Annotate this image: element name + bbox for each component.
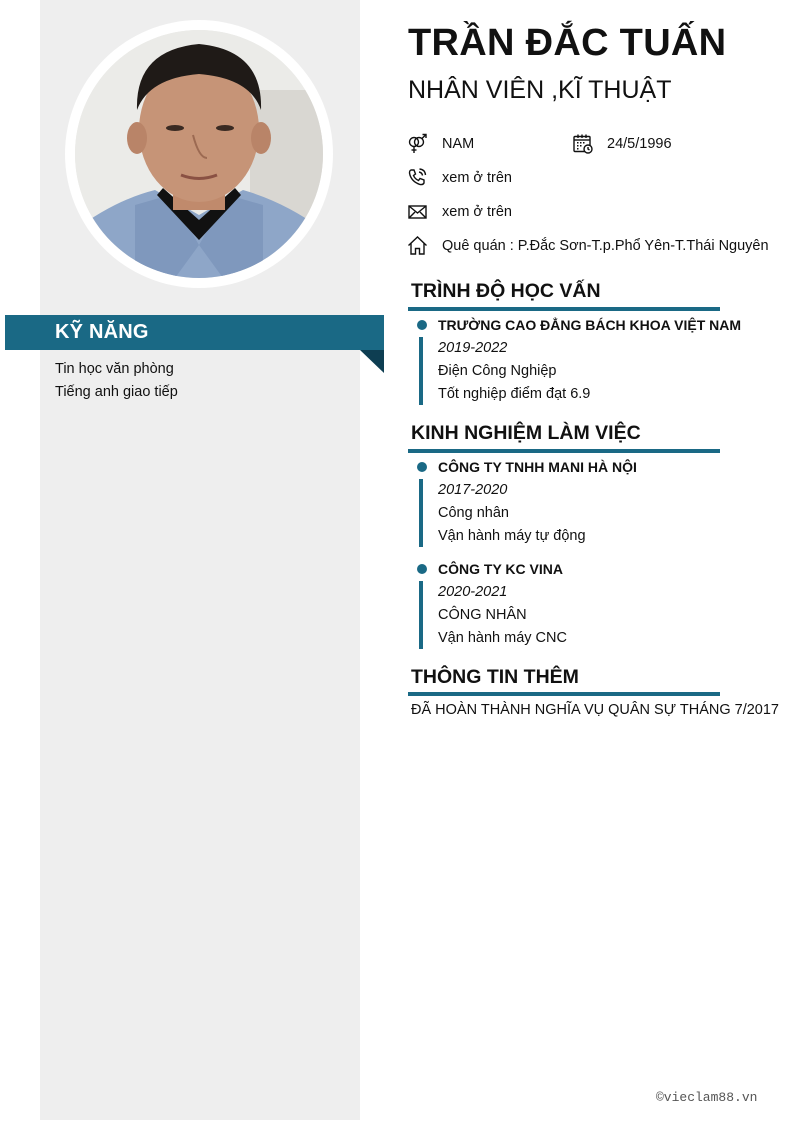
address-row [407,235,769,257]
timeline-bar [419,337,423,405]
email-value: xem ở trên [442,204,512,220]
experience-period: 2017-2020 [438,482,508,498]
candidate-name: TRẦN ĐẮC TUẤN [408,22,727,64]
additional-title: THÔNG TIN THÊM [411,666,579,688]
education-major: Điện Công Nghiệp [438,363,557,379]
timeline-dot [417,462,427,472]
phone-icon [407,167,429,189]
profile-photo-icon [75,30,323,278]
skill-item: Tiếng anh giao tiếp [55,384,178,400]
company-name: CÔNG TY KC VINA [438,561,563,577]
birthday-value: 24/5/1996 [607,136,672,152]
experience-description: Vận hành máy tự động [438,528,586,544]
gender-row [407,133,474,155]
home-icon [407,235,429,257]
address-value: Quê quán : P.Đắc Sơn-T.p.Phổ Yên-T.Thái Nguyên [442,238,769,254]
skill-item: Tin học văn phòng [55,361,174,377]
banner-fold [360,350,384,373]
experience-rule [408,449,720,453]
experience-description: Vận hành máy CNC [438,630,567,646]
phone-value: xem ở trên [442,170,512,186]
skills-banner [5,315,384,350]
mail-icon [407,201,429,223]
additional-text: ĐÃ HOÀN THÀNH NGHĨA VỤ QUÂN SỰ THÁNG 7/2017 [411,702,779,718]
email-row [407,201,512,223]
school-name: TRƯỜNG CAO ĐẲNG BÁCH KHOA VIỆT NAM [438,317,742,333]
experience-title: KINH NGHIỆM LÀM VIỆC [411,422,641,444]
gender-value: NAM [442,136,475,152]
watermark: ©vieclam88.vn [656,1090,758,1105]
timeline-bar [419,479,423,547]
experience-period: 2020-2021 [438,584,508,600]
avatar [75,30,323,278]
experience-position: CÔNG NHÂN [438,607,527,623]
company-name: CÔNG TY TNHH MANI HÀ NỘI [438,459,637,475]
gender-icon [407,133,429,155]
phone-row [407,167,512,189]
calendar-icon [572,133,594,155]
job-title: NHÂN VIÊN ,KĨ THUẬT [408,76,672,104]
timeline-bar [419,581,423,649]
education-note: Tốt nghiệp điểm đạt 6.9 [438,386,591,402]
education-title: TRÌNH ĐỘ HỌC VẤN [411,280,601,302]
timeline-dot [417,320,427,330]
education-period: 2019-2022 [438,340,508,356]
birthday-row [572,133,672,155]
education-rule [408,307,720,311]
additional-rule [408,692,720,696]
skills-title: KỸ NĂNG [55,321,149,343]
experience-position: Công nhân [438,505,509,521]
timeline-dot [417,564,427,574]
skills-list [55,358,178,404]
